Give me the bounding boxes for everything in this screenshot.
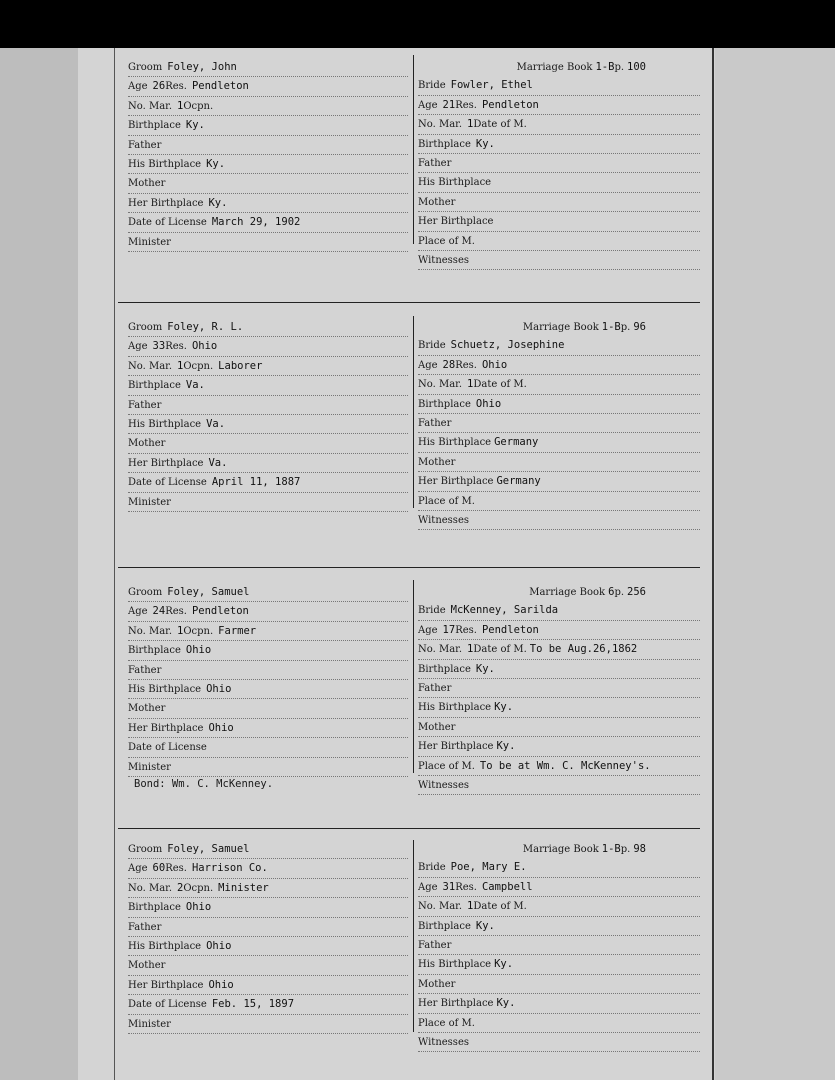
groom-her-birthplace: [128, 719, 408, 738]
bride-age-res: [418, 621, 700, 640]
groom-no-mar-ocpn-value: 1: [177, 99, 184, 112]
bride-his-birthplace: [418, 433, 700, 452]
bride-father-label: Father: [418, 417, 452, 429]
groom-her-birthplace-value: Va.: [208, 456, 228, 469]
bride-age-res-value: Pendleton: [481, 98, 539, 111]
bride-birthplace: [418, 135, 700, 154]
bride-place-of-m-label: Place of M.: [418, 1017, 475, 1029]
groom-birthplace-value: Ky.: [185, 119, 205, 132]
bride-place-of-m: [418, 757, 700, 776]
groom-minister-label: Minister: [128, 236, 171, 248]
bride-age-res-value: Ohio: [481, 358, 508, 371]
groom-his-birthplace-label: His Birthplace: [128, 940, 202, 952]
groom-date-of-license-value: Feb. 15, 1897: [211, 998, 295, 1011]
bride-no-mar-date-label: No. Mar.: [418, 644, 463, 656]
bride-age-res-label: Age: [418, 624, 438, 636]
bride-mother: [418, 718, 700, 737]
groom-birthplace-label: Birthplace: [128, 120, 181, 132]
bride-name-value: Fowler, Ethel: [450, 79, 533, 92]
marriage-book-value: 256: [627, 586, 646, 598]
groom-no-mar-ocpn-label: No. Mar.: [128, 882, 173, 894]
bride-place-of-m: [418, 232, 700, 251]
bride-birthplace-label: Birthplace: [418, 920, 471, 932]
bride-her-birthplace-label: Her Birthplace: [418, 998, 494, 1010]
groom-his-birthplace-label: His Birthplace: [128, 418, 202, 430]
groom-column: [128, 840, 408, 1034]
groom-name: [128, 840, 408, 859]
marriage-book-label: Marriage Book: [529, 587, 606, 598]
bride-his-birthplace-label: His Birthplace: [418, 177, 492, 189]
groom-father: [128, 136, 408, 155]
groom-birthplace: [128, 116, 408, 135]
bride-her-birthplace-label: Her Birthplace: [418, 216, 494, 228]
bride-witnesses-label: Witnesses: [418, 1036, 469, 1048]
bride-age-res: [418, 96, 700, 115]
bride-his-birthplace: [418, 698, 700, 717]
bride-mother: [418, 975, 700, 994]
bride-place-of-m-label: Place of M.: [418, 495, 475, 507]
groom-no-mar-ocpn-value: Laborer: [218, 359, 263, 372]
bride-no-mar-date-label: No. Mar.: [418, 379, 463, 391]
groom-father-label: Father: [128, 139, 162, 151]
bride-age-res-label: Res.: [455, 359, 477, 371]
bride-place-of-m-value: To be at Wm. C. McKenney's.: [479, 759, 651, 772]
groom-his-birthplace-value: Ohio: [206, 682, 232, 695]
bride-birthplace-label: Birthplace: [418, 663, 471, 675]
bride-father: [418, 679, 700, 698]
groom-age-res: [128, 337, 408, 356]
bride-his-birthplace: [418, 955, 700, 974]
bride-witnesses: [418, 1033, 700, 1052]
column-divider: [413, 55, 414, 244]
bride-age-res-value: Campbell: [481, 880, 533, 893]
groom-her-birthplace: [128, 194, 408, 213]
groom-name-label: Groom: [128, 322, 163, 333]
groom-age-res: [128, 859, 408, 878]
bride-name: [418, 858, 700, 877]
groom-no-mar-ocpn-label: No. Mar.: [128, 625, 173, 637]
groom-name-value: Foley, John: [167, 61, 237, 73]
groom-name-label: Groom: [128, 62, 163, 73]
groom-no-mar-ocpn-label: No. Mar.: [128, 360, 173, 372]
groom-no-mar-ocpn-value: Farmer: [218, 624, 257, 637]
groom-birthplace-value: Va.: [185, 379, 205, 392]
bride-her-birthplace-value: Germany: [496, 475, 541, 488]
marriage-book-value: 100: [627, 61, 646, 73]
bride-no-mar-date-value: 1: [467, 118, 474, 131]
bride-name-value: Poe, Mary E.: [450, 861, 527, 874]
groom-mother: [128, 434, 408, 453]
scan-left-margin: [0, 48, 78, 1080]
bride-birthplace-value: Ky.: [475, 662, 495, 675]
bride-age-res: [418, 356, 700, 375]
bride-birthplace-label: Birthplace: [418, 138, 471, 150]
bride-age-res-label: Age: [418, 99, 438, 111]
groom-name: [128, 58, 408, 77]
groom-age-res-label: Res.: [165, 863, 187, 875]
groom-his-birthplace-value: Ky.: [206, 157, 226, 170]
groom-mother-label: Mother: [128, 438, 166, 450]
bride-birthplace-value: Ky.: [475, 919, 495, 932]
groom-age-res: [128, 77, 408, 96]
bride-father-label: Father: [418, 682, 452, 694]
groom-his-birthplace-label: His Birthplace: [128, 158, 202, 170]
bride-no-mar-date-label: No. Mar.: [418, 119, 463, 131]
marriage-book: [418, 840, 700, 858]
bride-birthplace: [418, 660, 700, 679]
bride-name-label: Bride: [418, 605, 446, 617]
bride-no-mar-date-value: 1: [467, 900, 474, 913]
groom-her-birthplace-label: Her Birthplace: [128, 722, 204, 734]
bride-father-label: Father: [418, 939, 452, 951]
bride-age-res-label: Age: [418, 359, 438, 371]
bride-no-mar-date-label: Date of M.: [473, 644, 527, 656]
groom-date-of-license-label: Date of License: [128, 477, 207, 489]
groom-date-of-license-value: April 11, 1887: [211, 476, 301, 489]
marriage-book: [418, 583, 700, 601]
groom-her-birthplace-value: Ohio: [208, 721, 234, 734]
bride-age-res-label: Res.: [455, 99, 477, 111]
bride-age-res: [418, 878, 700, 897]
groom-age-res-value: Ohio: [191, 340, 218, 353]
groom-no-mar-ocpn-value: Minister: [218, 881, 269, 894]
groom-age-res-label: Age: [128, 863, 148, 875]
groom-name-value: Foley, Samuel: [167, 843, 250, 855]
groom-name: [128, 318, 408, 337]
bride-age-res-value: Pendleton: [481, 623, 539, 636]
marriage-book-label: p.: [620, 322, 631, 333]
bride-witnesses-label: Witnesses: [418, 514, 469, 526]
groom-date-of-license-label: Date of License: [128, 217, 207, 229]
groom-father: [128, 918, 408, 937]
bride-his-birthplace-label: His Birthplace: [418, 437, 492, 449]
marriage-book-label: p.: [620, 844, 631, 855]
scan-right-margin: [715, 48, 835, 1080]
bride-her-birthplace-label: Her Birthplace: [418, 741, 494, 753]
bride-witnesses-label: Witnesses: [418, 254, 469, 266]
groom-no-mar-ocpn: [128, 97, 408, 116]
groom-minister: [128, 758, 408, 777]
groom-her-birthplace-value: Ky.: [208, 196, 228, 209]
groom-minister-label: Minister: [128, 496, 171, 508]
groom-no-mar-ocpn-label: Ocpn.: [183, 360, 214, 372]
groom-age-res-value: 24: [152, 605, 166, 618]
groom-father-label: Father: [128, 399, 162, 411]
bride-name-label: Bride: [418, 80, 446, 92]
bride-father: [418, 154, 700, 173]
bride-place-of-m-label: Place of M.: [418, 760, 475, 772]
groom-age-res: [128, 602, 408, 621]
groom-father-label: Father: [128, 664, 162, 676]
groom-minister-label: Minister: [128, 761, 171, 773]
marriage-book-value: 6: [608, 586, 615, 598]
groom-age-res-value: 33: [152, 340, 166, 353]
marriage-book: [418, 58, 700, 76]
groom-column: [128, 58, 408, 252]
bride-birthplace: [418, 395, 700, 414]
groom-name-value: Foley, R. L.: [167, 321, 244, 333]
bride-column: [418, 58, 700, 270]
binding-line: [114, 48, 115, 1080]
bride-name-value: McKenney, Sarilda: [450, 604, 559, 617]
bride-his-birthplace-value: Germany: [494, 436, 539, 449]
bride-birthplace-value: Ohio: [475, 397, 502, 410]
groom-her-birthplace-value: Ohio: [208, 978, 234, 991]
groom-his-birthplace: [128, 937, 408, 956]
groom-age-res-value: Pendleton: [191, 80, 249, 93]
marriage-book-value: 96: [633, 321, 646, 333]
groom-birthplace: [128, 376, 408, 395]
groom-mother-label: Mother: [128, 960, 166, 972]
bride-mother: [418, 193, 700, 212]
column-divider: [413, 580, 414, 773]
bride-witnesses: [418, 511, 700, 530]
groom-birthplace-value: Ohio: [185, 644, 212, 657]
bride-mother-label: Mother: [418, 721, 456, 733]
groom-name-value: Foley, Samuel: [167, 586, 250, 598]
record-separator: [118, 828, 700, 829]
groom-minister: [128, 233, 408, 252]
groom-birthplace-label: Birthplace: [128, 380, 181, 392]
bride-age-res-label: Res.: [455, 624, 477, 636]
bride-witnesses: [418, 776, 700, 795]
bride-his-birthplace-label: His Birthplace: [418, 959, 492, 971]
groom-date-of-license: [128, 473, 408, 492]
groom-minister-label: Minister: [128, 1018, 171, 1030]
groom-date-of-license: [128, 213, 408, 232]
groom-his-birthplace: [128, 155, 408, 174]
groom-no-mar-ocpn-value: 1: [177, 624, 184, 637]
groom-her-birthplace-label: Her Birthplace: [128, 457, 204, 469]
groom-birthplace: [128, 898, 408, 917]
bride-her-birthplace: [418, 212, 700, 231]
groom-her-birthplace: [128, 454, 408, 473]
groom-his-birthplace-label: His Birthplace: [128, 683, 202, 695]
groom-no-mar-ocpn-value: 2: [177, 881, 184, 894]
groom-her-birthplace: [128, 976, 408, 995]
groom-age-res-label: Age: [128, 81, 148, 93]
groom-no-mar-ocpn: [128, 357, 408, 376]
bride-his-birthplace: [418, 173, 700, 192]
bride-place-of-m: [418, 492, 700, 511]
groom-birthplace: [128, 641, 408, 660]
groom-mother-label: Mother: [128, 703, 166, 715]
groom-mother: [128, 174, 408, 193]
bride-no-mar-date-label: No. Mar.: [418, 901, 463, 913]
groom-mother: [128, 699, 408, 718]
bride-his-birthplace-value: Ky.: [494, 958, 514, 971]
groom-date-of-license: [128, 995, 408, 1014]
record-separator: [118, 302, 700, 303]
bride-name: [418, 336, 700, 355]
bride-her-birthplace-value: Ky.: [496, 997, 516, 1010]
groom-age-res-value: 26: [152, 80, 166, 93]
groom-no-mar-ocpn: [128, 879, 408, 898]
bride-name-label: Bride: [418, 862, 446, 874]
bride-column: [418, 318, 700, 530]
bride-name: [418, 601, 700, 620]
bride-no-mar-date-value: 1: [467, 643, 474, 656]
bride-age-res-value: 31: [442, 880, 456, 893]
groom-birthplace-label: Birthplace: [128, 645, 181, 657]
groom-name-label: Groom: [128, 587, 163, 598]
groom-his-birthplace: [128, 415, 408, 434]
groom-birthplace-value: Ohio: [185, 901, 212, 914]
bride-name: [418, 76, 700, 95]
groom-age-res-value: Pendleton: [191, 605, 249, 618]
bride-mother-label: Mother: [418, 196, 456, 208]
bride-column: [418, 583, 700, 795]
marriage-book: [418, 318, 700, 336]
bride-place-of-m: [418, 1014, 700, 1033]
bride-no-mar-date-value: To be Aug.26,1862: [529, 643, 638, 656]
groom-date-of-license: [128, 738, 408, 757]
bride-mother-label: Mother: [418, 456, 456, 468]
groom-father: [128, 661, 408, 680]
bride-her-birthplace-value: Ky.: [496, 740, 516, 753]
groom-date-of-license-value: March 29, 1902: [211, 216, 301, 229]
bride-no-mar-date-label: Date of M.: [473, 901, 527, 913]
bride-no-mar-date-label: Date of M.: [473, 379, 527, 391]
record-separator: [118, 567, 700, 568]
bride-age-res-value: 21: [442, 98, 456, 111]
bride-column: [418, 840, 700, 1052]
bride-birthplace: [418, 917, 700, 936]
bride-his-birthplace-label: His Birthplace: [418, 702, 492, 714]
bride-birthplace-value: Ky.: [475, 137, 495, 150]
groom-age-res-value: 60: [152, 862, 166, 875]
column-divider: [413, 316, 414, 508]
bride-age-res-label: Res.: [455, 881, 477, 893]
bride-no-mar-date: [418, 375, 700, 394]
marriage-book-value: 98: [633, 843, 646, 855]
groom-no-mar-ocpn-label: Ocpn.: [183, 882, 214, 894]
groom-date-of-license-label: Date of License: [128, 999, 207, 1011]
groom-father: [128, 396, 408, 415]
groom-mother: [128, 956, 408, 975]
page-edge: [712, 48, 714, 1080]
marriage-book-value: 1-B: [601, 843, 621, 855]
marriage-book-value: 1-B: [595, 61, 615, 73]
groom-minister: [128, 493, 408, 512]
groom-name-label: Groom: [128, 844, 163, 855]
marriage-book-label: Marriage Book: [522, 844, 599, 855]
groom-age-res-label: Res.: [165, 81, 187, 93]
bride-no-mar-date-label: Date of M.: [473, 119, 527, 131]
bride-father: [418, 936, 700, 955]
groom-age-res-label: Age: [128, 341, 148, 353]
groom-age-res-label: Age: [128, 606, 148, 618]
groom-her-birthplace-label: Her Birthplace: [128, 197, 204, 209]
marriage-book-label: p.: [614, 62, 625, 73]
marriage-book-label: Marriage Book: [522, 322, 599, 333]
bride-her-birthplace-label: Her Birthplace: [418, 476, 494, 488]
bride-her-birthplace: [418, 737, 700, 756]
bride-no-mar-date: [418, 897, 700, 916]
bride-birthplace-label: Birthplace: [418, 398, 471, 410]
groom-column: [128, 318, 408, 512]
groom-no-mar-ocpn-label: Ocpn.: [183, 625, 214, 637]
groom-age-res-value: Harrison Co.: [191, 862, 268, 875]
groom-his-birthplace-value: Va.: [206, 417, 226, 430]
bride-no-mar-date: [418, 115, 700, 134]
bride-her-birthplace: [418, 994, 700, 1013]
groom-date-of-license-label: Date of License: [128, 742, 207, 754]
bride-place-of-m-label: Place of M.: [418, 235, 475, 247]
groom-father-label: Father: [128, 921, 162, 933]
groom-column: [128, 583, 408, 777]
bride-witnesses-label: Witnesses: [418, 779, 469, 791]
bride-mother-label: Mother: [418, 978, 456, 990]
groom-birthplace-label: Birthplace: [128, 902, 181, 914]
bride-witnesses: [418, 251, 700, 270]
groom-age-res-label: Res.: [165, 606, 187, 618]
groom-no-mar-ocpn: [128, 622, 408, 641]
bride-no-mar-date: [418, 640, 700, 659]
bride-mother: [418, 453, 700, 472]
marriage-book-value: 1-B: [601, 321, 621, 333]
bride-age-res-label: Age: [418, 881, 438, 893]
groom-name: [128, 583, 408, 602]
groom-his-birthplace: [128, 680, 408, 699]
groom-mother-label: Mother: [128, 178, 166, 190]
bride-age-res-value: 17: [442, 623, 456, 636]
groom-no-mar-ocpn-label: No. Mar.: [128, 100, 173, 112]
bond-note: Bond: Wm. C. McKenney.: [134, 778, 274, 790]
bride-father: [418, 414, 700, 433]
groom-no-mar-ocpn-value: 1: [177, 359, 184, 372]
groom-age-res-label: Res.: [165, 341, 187, 353]
marriage-book-label: p.: [614, 587, 625, 598]
groom-his-birthplace-value: Ohio: [206, 939, 232, 952]
column-divider: [413, 840, 414, 1032]
bride-no-mar-date-value: 1: [467, 378, 474, 391]
bride-father-label: Father: [418, 157, 452, 169]
bride-her-birthplace: [418, 472, 700, 491]
groom-her-birthplace-label: Her Birthplace: [128, 979, 204, 991]
groom-minister: [128, 1015, 408, 1034]
marriage-book-label: Marriage Book: [516, 62, 593, 73]
bride-name-label: Bride: [418, 340, 446, 352]
groom-no-mar-ocpn-label: Ocpn.: [183, 100, 214, 112]
bride-age-res-value: 28: [442, 358, 456, 371]
bride-name-value: Schuetz, Josephine: [450, 339, 565, 352]
bride-his-birthplace-value: Ky.: [494, 701, 514, 714]
